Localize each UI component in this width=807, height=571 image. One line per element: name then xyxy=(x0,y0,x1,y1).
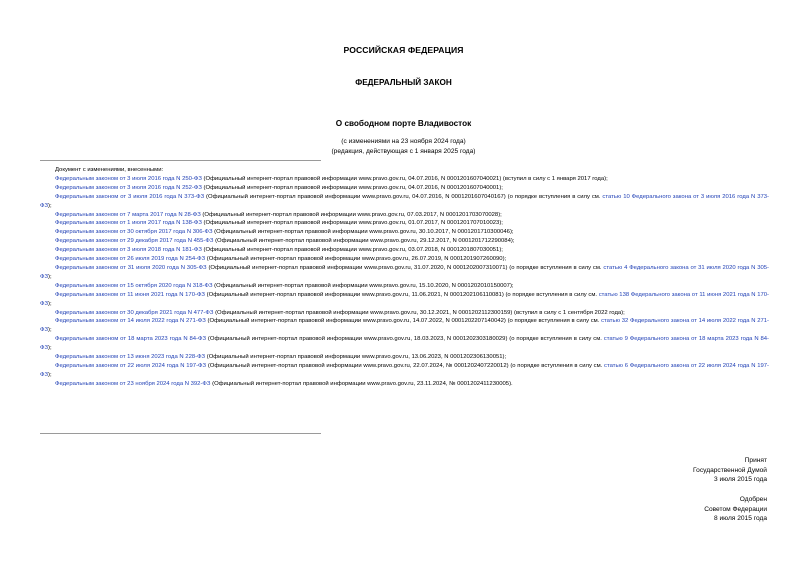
amendment-source-text: (Официальный интернет-портал правовой информации www.pravo.gov.ru, 31.07.2020, N 0001202007310071) (о порядке вступления в силу см. xyxy=(206,264,604,271)
amendment-tail-text: ); xyxy=(48,327,52,334)
amendments-items xyxy=(40,175,769,389)
amendment-source-text: (Официальный интернет-портал правовой информации www.pravo.gov.ru, 22.07.2024, № 0001202407220012) (о порядке вступления в силу см. xyxy=(206,362,605,369)
amendment-source-text: (Официальный интернет-портал правовой информации www.pravo.gov.ru, 11.06.2021, N 0001202106110081) (о порядке вступления в силу см. xyxy=(204,291,599,298)
amendment-source-text: (Официальный интернет-портал правовой информации www.pravo.gov.ru, 30.12.2021, N 0001202112300159) (вступил в силу с 1 сентября 2022 года); xyxy=(213,309,625,316)
amendment-source-text: (Официальный интернет-портал правовой информации www.pravo.gov.ru, 14.07.2022, N 0001202207140042) (о порядке вступления в силу см. xyxy=(205,318,602,325)
amendment-item xyxy=(40,362,769,380)
amending-law-link[interactable]: Федеральным законом от 3 июля 2016 года N 250-ФЗ xyxy=(55,175,202,182)
amendment-tail-text: ); xyxy=(48,345,52,352)
amendment-item xyxy=(40,317,769,335)
amending-law-link[interactable]: Федеральным законом от 30 октября 2017 года N 306-ФЗ xyxy=(55,229,213,236)
amending-law-link[interactable]: Федеральным законом от 1 июля 2017 года N 138-ФЗ xyxy=(55,220,202,227)
document-type-heading: ФЕДЕРАЛЬНЫЙ ЗАКОН xyxy=(355,78,452,87)
amendment-item xyxy=(40,211,769,220)
amending-law-link[interactable]: Федеральным законом от 3 июля 2016 года N 373-ФЗ xyxy=(55,193,205,200)
amending-law-link[interactable]: Федеральным законом от 7 марта 2017 года N 28-ФЗ xyxy=(55,211,201,218)
amending-law-link[interactable]: Федеральным законом от 18 марта 2023 года N 84-ФЗ xyxy=(55,336,207,343)
amendment-source-text: (Официальный интернет-портал правовой информации www.pravo.gov.ru, 15.10.2020, N 0001202010150007); xyxy=(212,282,514,289)
amendment-item xyxy=(40,380,769,389)
amendment-item xyxy=(40,264,769,282)
entry-into-force-article-link[interactable]: статью 9 Федерального закона от 18 марта 2023 года N 84-ФЗ xyxy=(40,336,769,352)
amendment-source-text: (Официальный интернет-портал правовой информации www.pravo.gov.ru, 30.10.2017, N 0001201710300046); xyxy=(212,229,514,236)
amendment-source-text: (Официальный интернет-портал правовой информации www.pravo.gov.ru, 07.03.2017, N 0001201703070028); xyxy=(200,211,502,218)
amending-law-link[interactable]: Федеральным законом от 3 июля 2018 года N 181-ФЗ xyxy=(55,247,202,254)
amending-law-link[interactable]: Федеральным законом от 29 декабря 2017 года N 455-ФЗ xyxy=(55,238,214,245)
amendment-source-text: (Официальный интернет-портал правовой информации www.pravo.gov.ru, 04.07.2016, N 0001201607040167) (о порядке вступления в силу см. xyxy=(204,193,603,200)
amendment-tail-text: ); xyxy=(48,371,52,378)
amendment-item xyxy=(40,353,769,362)
edition-note: (редакция, действующая с 1 января 2025 года) xyxy=(331,148,476,155)
amendment-tail-text: ); xyxy=(48,273,52,280)
duma-adoption-block xyxy=(567,456,767,485)
amendments-intro: Документ с изменениями, внесенными: xyxy=(55,167,164,173)
council-date: 8 июля 2015 года xyxy=(713,515,767,522)
entry-into-force-article-link[interactable]: статью 4 Федерального закона от 31 июля 2020 года N 305-ФЗ xyxy=(40,264,770,280)
duma-body: Государственной Думой xyxy=(693,466,767,474)
amending-law-link[interactable]: Федеральным законом от 22 июля 2024 года N 197-ФЗ xyxy=(55,362,207,369)
amendment-item xyxy=(40,335,769,353)
entry-into-force-article-link[interactable]: статью 6 Федерального закона от 22 июля 2024 года N 197-ФЗ xyxy=(40,362,770,378)
amendment-item xyxy=(40,255,769,264)
amendment-source-text: (Официальный интернет-портал правовой информации www.pravo.gov.ru, 23.11.2024, № 0001202411230005). xyxy=(210,380,513,387)
amendment-source-text: (Официальный интернет-портал правовой информации www.pravo.gov.ru, 29.12.2017, N 0001201712290084); xyxy=(213,238,515,245)
amendment-item xyxy=(40,175,769,184)
council-status: Одобрен xyxy=(739,496,767,503)
amendment-source-text: (Официальный интернет-портал правовой информации www.pravo.gov.ru, 26.07.2019, N 0001201907260090); xyxy=(205,256,507,263)
country-heading: РОССИЙСКАЯ ФЕДЕРАЦИЯ xyxy=(343,45,464,55)
entry-into-force-article-link[interactable]: статью 32 Федерального закона от 14 июля 2022 года N 271-ФЗ xyxy=(40,318,769,334)
amendment-item xyxy=(40,237,769,246)
law-title: О свободном порте Владивосток xyxy=(335,119,472,128)
amending-law-link[interactable]: Федеральным законом от 26 июля 2019 года N 254-ФЗ xyxy=(55,256,206,263)
bottom-divider xyxy=(40,433,321,434)
amendment-item xyxy=(40,291,769,309)
amending-law-link[interactable]: Федеральным законом от 31 июля 2020 года N 305-ФЗ xyxy=(55,264,207,271)
amendment-note: (с изменениями на 23 ноября 2024 года) xyxy=(341,138,466,145)
entry-into-force-article-link[interactable]: статью 138 Федерального закона от 11 июня 2021 года N 170-ФЗ xyxy=(40,291,769,307)
entry-into-force-article-link[interactable]: статью 10 Федерального закона от 3 июля 2016 года N 373-ФЗ xyxy=(40,193,769,209)
amending-law-link[interactable]: Федеральным законом от 13 июня 2023 года N 228-ФЗ xyxy=(55,354,206,361)
amending-law-link[interactable]: Федеральным законом от 30 декабря 2021 года N 477-ФЗ xyxy=(55,309,214,316)
amendment-item xyxy=(40,282,769,291)
council-approval-block xyxy=(567,495,767,524)
duma-status: Принят xyxy=(744,457,767,464)
amendment-tail-text: ); xyxy=(48,300,52,307)
amendment-source-text: (Официальный интернет-портал правовой информации www.pravo.gov.ru, 01.07.2017, N 0001201707010023); xyxy=(201,220,503,227)
amendment-source-text: (Официальный интернет-портал правовой информации www.pravo.gov.ru, 18.03.2023, N 0001202303180029) (о порядке вступления в силу см. xyxy=(206,336,604,343)
council-body: Советом Федерации xyxy=(704,505,767,513)
amendment-source-text: (Официальный интернет-портал правовой информации www.pravo.gov.ru, 04.07.2016, N 0001201607040021) (вступил в силу с 1 января 2017 года); xyxy=(201,175,608,182)
amendment-source-text: (Официальный интернет-портал правовой информации www.pravo.gov.ru, 04.07.2016, N 0001201607040001); xyxy=(201,184,503,191)
amendment-item xyxy=(40,246,769,255)
amendments-list xyxy=(40,166,769,389)
duma-date: 3 июля 2015 года xyxy=(713,476,767,483)
amendment-tail-text: ); xyxy=(48,202,52,209)
amending-law-link[interactable]: Федеральным законом от 15 октября 2020 года N 318-ФЗ xyxy=(55,282,213,289)
amending-law-link[interactable]: Федеральным законом от 11 июня 2021 года N 170-ФЗ xyxy=(55,291,205,298)
amendment-item xyxy=(40,219,769,228)
amendment-item xyxy=(40,184,769,193)
amending-law-link[interactable]: Федеральным законом от 3 июля 2016 года N 252-ФЗ xyxy=(55,184,202,191)
amendment-item xyxy=(40,309,769,318)
amending-law-link[interactable]: Федеральным законом от 23 ноября 2024 года N 392-ФЗ xyxy=(55,380,211,387)
amending-law-link[interactable]: Федеральным законом от 14 июля 2022 года N 271-ФЗ xyxy=(55,318,206,325)
top-divider xyxy=(40,160,321,161)
amendment-source-text: (Официальный интернет-портал правовой информации www.pravo.gov.ru, 03.07.2018, N 0001201807030051); xyxy=(201,247,503,254)
amendment-source-text: (Официальный интернет-портал правовой информации www.pravo.gov.ru, 13.06.2023, N 0001202306130051); xyxy=(205,354,507,361)
amendment-item xyxy=(40,228,769,237)
amendment-item xyxy=(40,193,769,211)
